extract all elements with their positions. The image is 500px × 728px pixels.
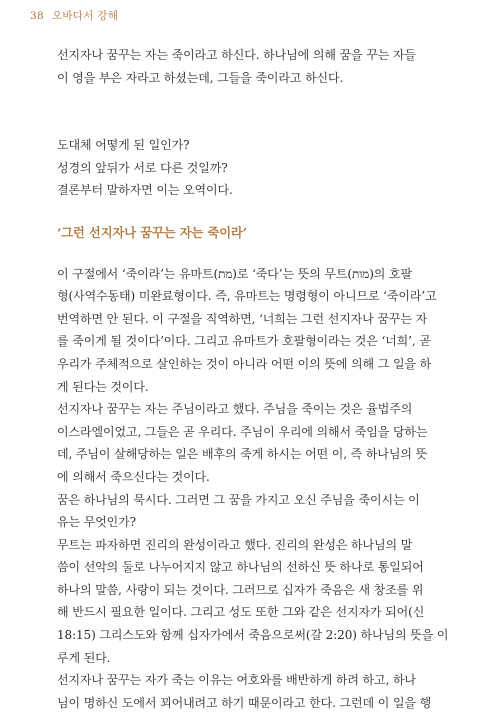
paragraph-1 <box>45 44 473 89</box>
book-title: 오바다서 강해 <box>51 10 119 22</box>
paragraph-2 <box>45 134 473 202</box>
text-line: 형(사역수동태) 미완료형이다. 즉, 유마트는 명령형이 아니므로 ‘죽이라’고 <box>57 289 437 304</box>
text-line: 게 된다는 것이다. <box>57 379 149 394</box>
text-line: 데, 주님이 살해당하는 일은 배후의 죽게 하시는 어떤 이, 즉 하나님의 뜻 <box>57 447 428 462</box>
text-line: 우리가 주체적으로 살인하는 것이 아니라 어떤 이의 뜻에 의해 그 일을 하 <box>57 356 432 371</box>
paragraph-4 <box>45 398 473 488</box>
text-line: 씀이 선악의 둘로 나누어지지 않고 하나님의 선하신 뜻 하나로 통일되어 <box>57 560 424 575</box>
text-line: 에 의해서 죽으신다는 것이다. <box>57 469 210 484</box>
paragraph-5 <box>45 489 473 534</box>
text-line: 님이 명하신 도에서 꾀어내려고 하기 때문이라고 한다. 그런데 이 일을 행 <box>57 695 432 710</box>
text-line: 유는 무엇인가? <box>57 515 137 530</box>
text-line: 하나의 말씀, 사랑이 되는 것이다. 그러므로 십자가 죽음은 새 창조를 위 <box>57 582 424 597</box>
running-header <box>30 8 118 23</box>
text-line: 무트는 파자하면 진리의 완성이라고 했다. 진리의 완성은 하나님의 말 <box>57 537 413 552</box>
text-line: 이 영을 부은 자라고 하셨는데, 그들을 죽이라고 하신다. <box>57 70 344 85</box>
text-line: 번역하면 안 된다. 이 구절을 직역하면, ‘너희는 그런 선지자나 꿈꾸는 자 <box>57 311 428 326</box>
text-line: 루게 된다. <box>57 650 111 665</box>
text-line: 를 죽이게 될 것이다’이다. 그리고 유마트가 호팔형이라는 것은 ‘너희’, 곧 <box>57 334 431 349</box>
text-line: 18:15) 그리스도와 함께 십자가에서 죽음으로써(갈 2:20) 하나님의 뜻을 이 <box>57 628 449 643</box>
page-body <box>45 44 473 714</box>
paragraph-7 <box>45 669 473 714</box>
page-number: 38 <box>30 10 44 22</box>
text-line: 결론부터 말하자면 이는 오역이다. <box>57 183 233 198</box>
text-line: 도대체 어떻게 된 일인가? <box>57 138 190 153</box>
text-line: 해 반드시 필요한 일이다. 그리고 성도 또한 그와 같은 선지자가 되어(신 <box>57 605 425 620</box>
text-line: 선지자나 꿈꾸는 자는 주님이라고 했다. 주님을 죽이는 것은 율법주의 <box>57 402 413 417</box>
text-line: 이스라엘이었고, 그들은 곧 우리다. 주님이 우리에 의해서 죽임을 당하는 <box>57 424 428 439</box>
text-line: 성경의 앞뒤가 서로 다른 것일까? <box>57 160 228 175</box>
text-line: 꿈은 하나님의 묵시다. 그러면 그 꿈을 가지고 오신 주님을 죽이시는 이 <box>57 492 420 507</box>
paragraph-6 <box>45 534 473 670</box>
text-line: 이 구절에서 ‘죽이라’는 유마트(מת)로 ‘죽다’는 뜻의 무트(מות)의 호팔 <box>57 266 412 281</box>
section-heading: ‘그런 선지자나 꿈꾸는 자는 죽이라’ <box>57 224 247 240</box>
text-line: 선지자나 꿈꾸는 자가 죽는 이유는 여호와를 배반하게 하려 하고, 하나 <box>57 673 416 688</box>
paragraph-3 <box>45 263 473 399</box>
text-line: 선지자나 꿈꾸는 자는 죽이라고 하신다. 하나님에 의해 꿈을 꾸는 자들 <box>57 48 416 62</box>
